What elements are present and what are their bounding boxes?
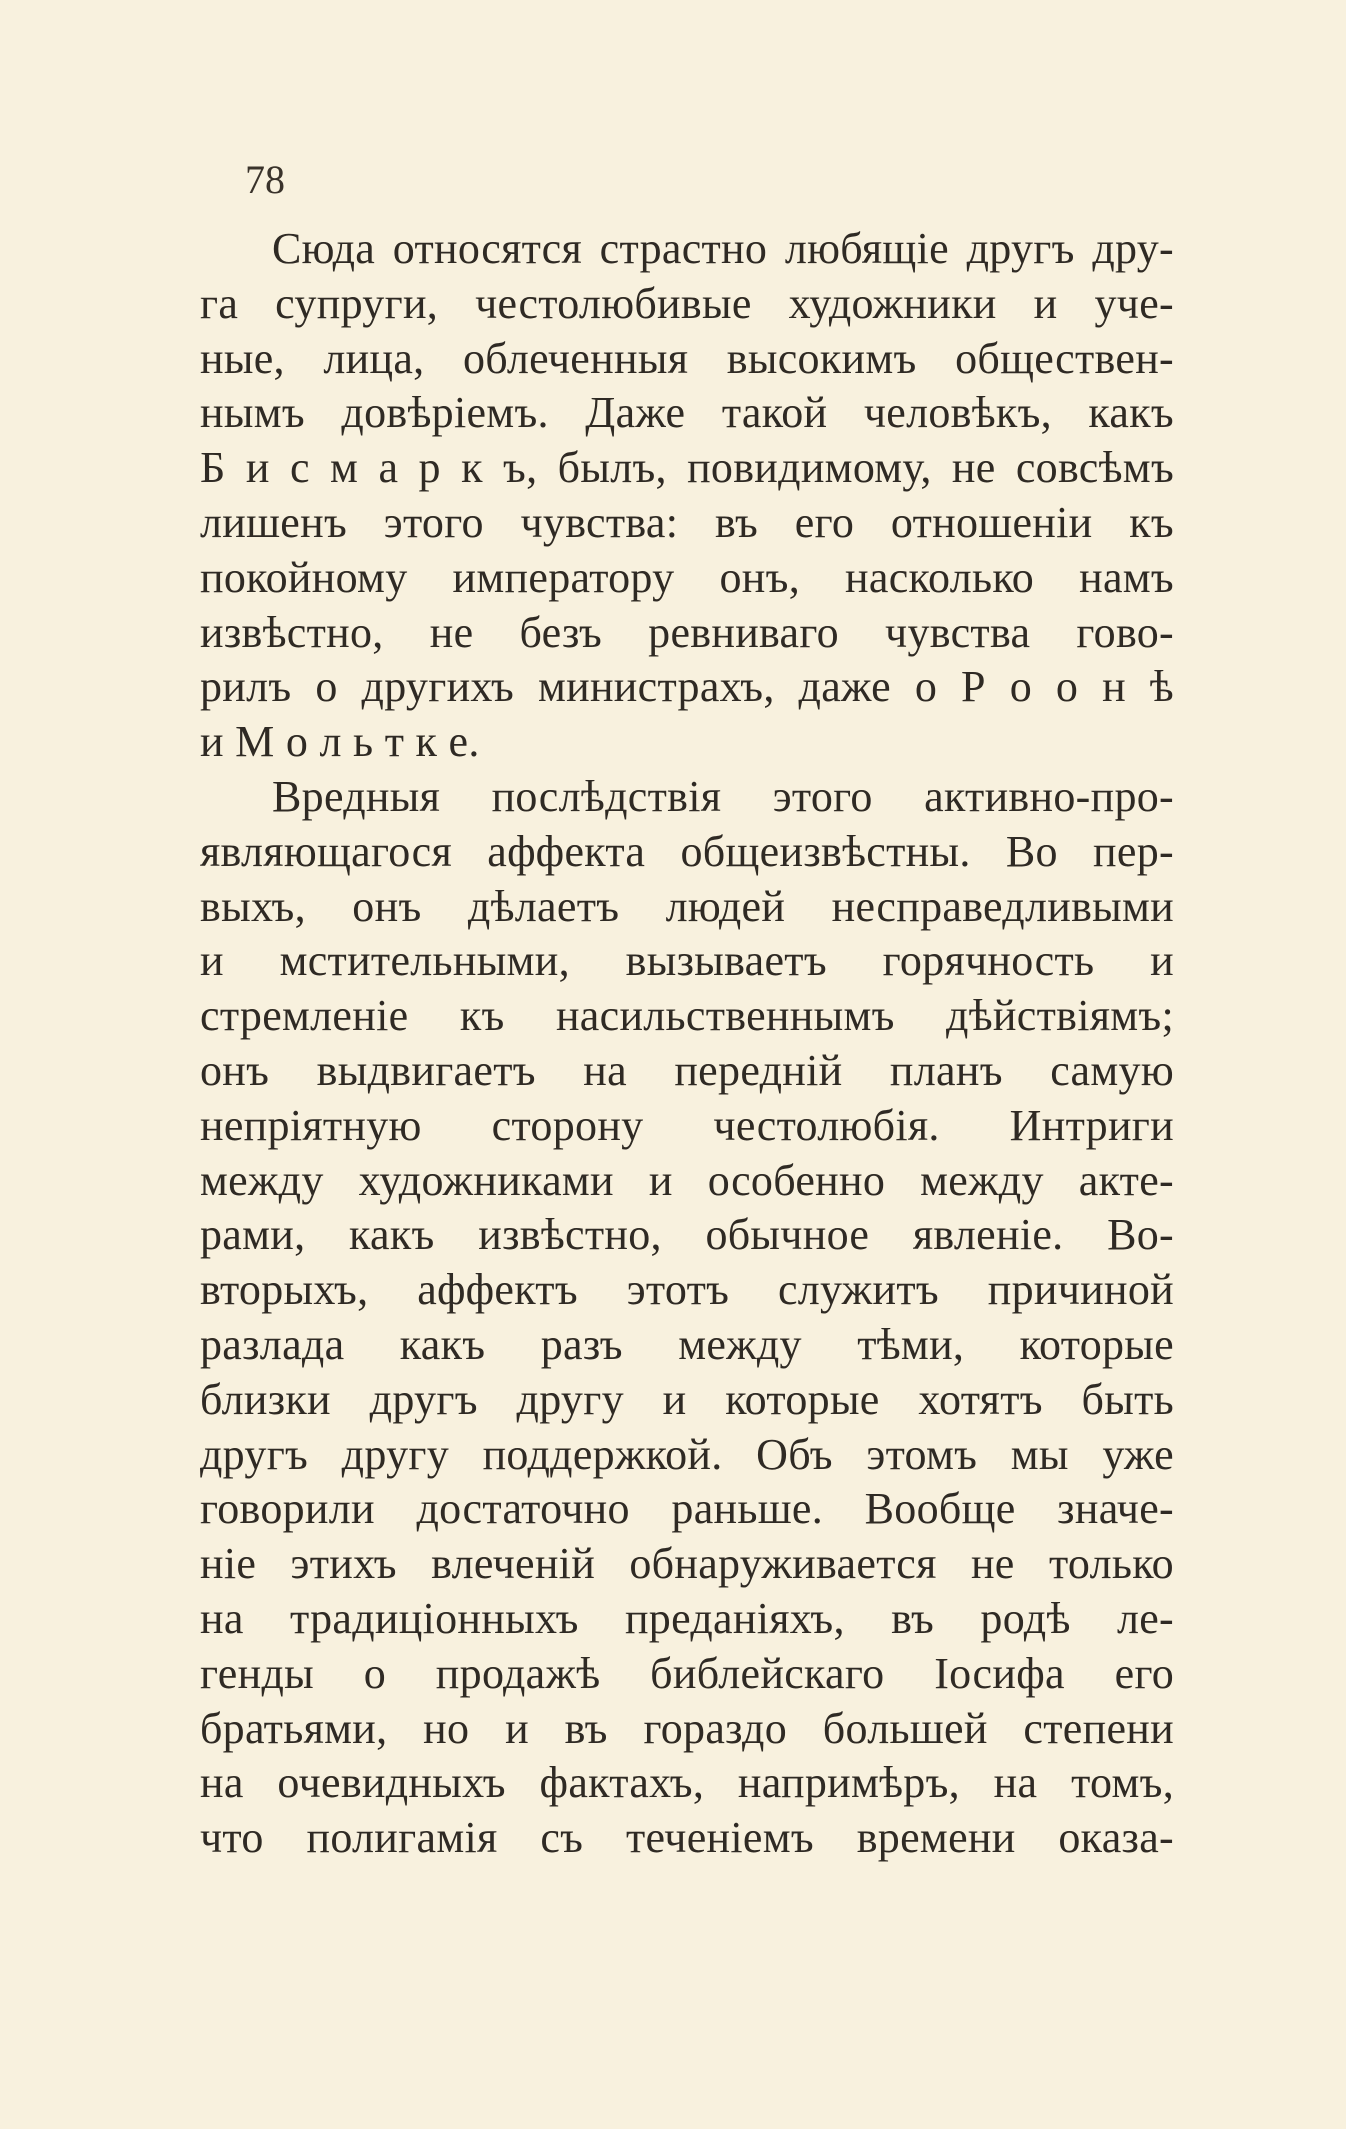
text-line: на очевидныхъ фактахъ, напримѣръ, на томъ, <box>200 1758 1174 1808</box>
text-line: ніе этихъ влеченій обнаруживается не только <box>200 1539 1174 1589</box>
page-number: 78 <box>245 157 285 202</box>
text-line: разлада какъ разъ между тѣми, которые <box>200 1319 1174 1369</box>
text-line: онъ выдвигаетъ на передній планъ самую <box>200 1045 1174 1095</box>
text-line: близки другъ другу и которые хотятъ быть <box>200 1374 1174 1424</box>
text-line: непріятную сторону честолюбія. Интриги <box>200 1100 1174 1150</box>
body-text <box>200 222 1174 1866</box>
text-line: на традиціонныхъ преданіяхъ, въ родѣ ле- <box>200 1593 1174 1643</box>
text-line: рилъ о другихъ министрахъ, даже о Р о о н ѣ <box>200 662 1174 712</box>
text-line: и мстительными, вызываетъ горячность и <box>200 936 1174 986</box>
text-line: покойному императору онъ, насколько намъ <box>200 552 1174 602</box>
text-line: выхъ, онъ дѣлаетъ людей несправедливыми <box>200 881 1174 931</box>
text-line: говорили достаточно раньше. Вообще значе- <box>200 1484 1174 1534</box>
text-line: рами, какъ извѣстно, обычное явленіе. Во- <box>200 1210 1174 1260</box>
text-line: другъ другу поддержкой. Объ этомъ мы уже <box>200 1429 1174 1479</box>
text-line: что полигамія съ теченіемъ времени оказа- <box>200 1813 1174 1863</box>
text-line: лишенъ этого чувства: въ его отношеніи къ <box>200 497 1174 547</box>
text-line: Б и с м а р к ъ, былъ, повидимому, не совсѣмъ <box>200 443 1174 493</box>
text-line: являющагося аффекта общеизвѣстны. Во пер- <box>200 826 1174 876</box>
paragraph-1 <box>200 222 1174 770</box>
text-line: генды о продажѣ библейскаго Іосифа его <box>200 1648 1174 1698</box>
text-line: братьями, но и въ гораздо большей степени <box>200 1703 1174 1753</box>
text-line: Сюда относятся страстно любящіе другъ дру- <box>272 224 1174 273</box>
text-line: и М о л ь т к е. <box>200 717 480 767</box>
text-line: стремленіе къ насильственнымъ дѣйствіямъ; <box>200 991 1174 1041</box>
text-line: извѣстно, не безъ ревниваго чувства гово- <box>200 607 1174 657</box>
text-line: нымъ довѣріемъ. Даже такой человѣкъ, какъ <box>200 388 1174 438</box>
text-line: ные, лица, облеченныя высокимъ обществен- <box>200 333 1174 383</box>
text-line: га супруги, честолюбивые художники и уче- <box>200 278 1174 328</box>
text-line: между художниками и особенно между акте- <box>200 1155 1174 1205</box>
text-line: Вредныя послѣдствія этого активно-про- <box>272 771 1174 821</box>
text-line: вторыхъ, аффектъ этотъ служитъ причиной <box>200 1265 1174 1315</box>
paragraph-2 <box>200 770 1174 1866</box>
